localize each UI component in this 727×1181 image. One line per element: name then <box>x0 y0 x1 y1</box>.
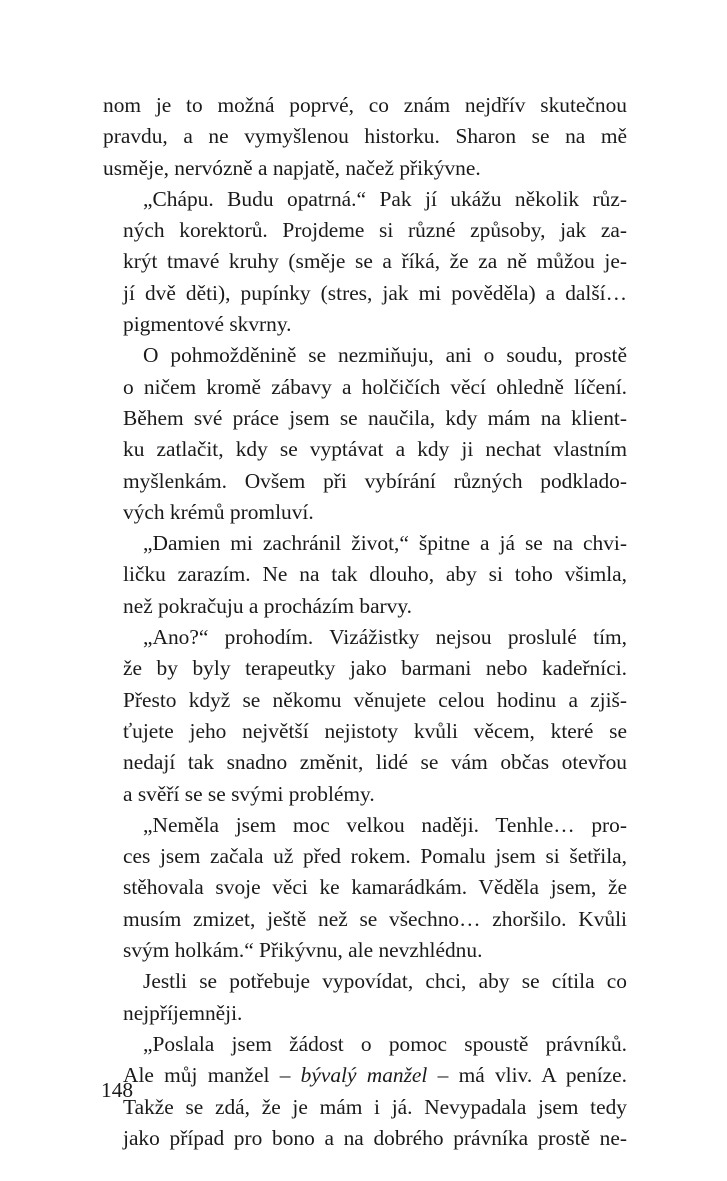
text-line: ces jsem začala už před rokem. Pomalu jsem si šetřila, <box>123 844 627 869</box>
text-line: že by byly terapeutky jako barmani nebo kadeřníci. <box>123 656 627 681</box>
text-line: ličku zarazím. Ne na tak dlouho, aby si toho všimla, <box>123 562 627 587</box>
paragraph-1 <box>103 90 627 184</box>
text-segment: – má vliv. A peníze. <box>427 1063 627 1088</box>
text-line-content: Jestli se potřebuje vypovídat, chci, aby se cítila co <box>143 969 627 994</box>
paragraph-6 <box>103 810 627 966</box>
text-line: ných korektorů. Projdeme si různé způsoby, jak za- <box>123 218 627 243</box>
text-line: než pokračuju a procházím barvy. <box>123 593 413 618</box>
text-line <box>103 622 627 653</box>
text-line: musím zmizet, ještě než se všechno… zhoršilo. Kvůli <box>123 906 627 931</box>
text-line-content: „Damien mi zachránil život,“ špitne a já se na chvi- <box>143 531 627 556</box>
text-line: krýt tmavé kruhy (směje se a říká, že za ně můžou je- <box>123 249 627 274</box>
text-line <box>103 810 627 841</box>
paragraph-2 <box>103 184 627 340</box>
paragraph-7 <box>103 966 627 1029</box>
paragraph-4 <box>103 528 627 622</box>
text-line-content: „Chápu. Budu opatrná.“ Pak jí ukážu několik růz- <box>143 186 627 211</box>
text-line <box>103 340 627 371</box>
text-line: Takže se zdá, že je mám i já. Nevypadala jsem tedy <box>123 1094 627 1119</box>
italic-emphasis: bývalý manžel <box>300 1063 428 1088</box>
page-number: 148 <box>101 1078 134 1102</box>
text-line: pravdu, a ne vymyšlenou historku. Sharon se na mě <box>103 124 627 149</box>
paragraph-8 <box>103 1029 627 1154</box>
text-line: ťujete jeho největší nejistoty kvůli věcem, které se <box>123 718 627 743</box>
text-line <box>103 1060 627 1091</box>
text-line: svým holkám.“ Přikývnu, ale nevzhlédnu. <box>123 938 483 963</box>
text-line: Přesto když se někomu věnujete celou hodinu a zjiš- <box>123 687 627 712</box>
text-line-content: „Ano?“ prohodím. Vizážistky nejsou proslulé tím, <box>143 625 627 650</box>
text-line-content: O pohmožděnině se nezmiňuju, ani o soudu, prostě <box>143 343 627 368</box>
text-line: myšlenkám. Ovšem při vybírání různých podklado- <box>123 468 627 493</box>
body-text <box>103 90 627 1154</box>
text-line: nom je to možná poprvé, co znám nejdřív skutečnou <box>103 93 627 117</box>
text-line: usměje, nervózně a napjatě, načež přikývne. <box>103 155 481 180</box>
text-line <box>103 1029 627 1060</box>
text-segment: Ale můj manžel – <box>123 1063 301 1088</box>
text-line: ku zatlačit, kdy se vyptávat a kdy ji nechat vlastním <box>123 437 627 462</box>
text-line: nedají tak snadno změnit, lidé se vám občas otevřou <box>123 750 627 775</box>
paragraph-5 <box>103 622 627 810</box>
text-line: nejpříjemněji. <box>123 1000 243 1025</box>
text-line <box>103 528 627 559</box>
text-line: jí dvě děti), pupínky (stres, jak mi pověděla) a další… <box>123 280 627 305</box>
text-line: Během své práce jsem se naučila, kdy mám na klient- <box>123 405 627 430</box>
text-line <box>103 184 627 215</box>
text-line <box>103 966 627 997</box>
text-line-content: „Neměla jsem moc velkou naději. Tenhle… pro- <box>143 812 627 837</box>
text-line: vých krémů promluví. <box>123 499 314 524</box>
paragraph-3 <box>103 340 627 528</box>
text-line: stěhovala svoje věci ke kamarádkám. Věděla jsem, že <box>123 875 627 900</box>
text-line: jako případ pro bono a na dobrého právníka prostě ne- <box>123 1125 627 1150</box>
text-line-content: „Poslala jsem žádost o pomoc spoustě právníků. <box>143 1031 627 1056</box>
text-line: pigmentové skvrny. <box>123 312 292 337</box>
text-line: o ničem kromě zábavy a holčičích věcí ohledně líčení. <box>123 374 627 399</box>
text-line: a svěří se se svými problémy. <box>123 781 375 806</box>
